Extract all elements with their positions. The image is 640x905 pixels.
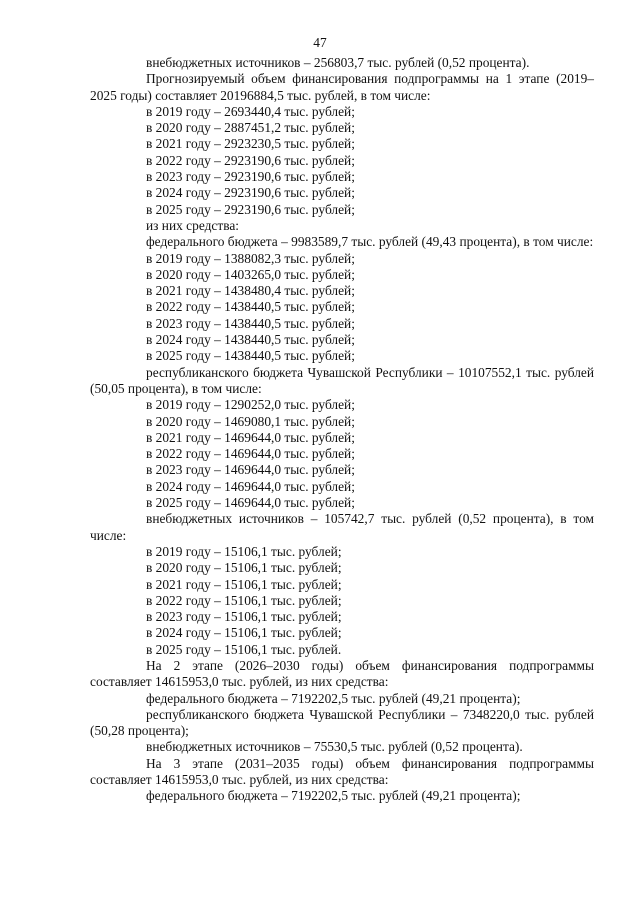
text-line: в 2020 году – 1469080,1 тыс. рублей; [146,413,355,429]
text-line: в 2021 году – 15106,1 тыс. рублей; [146,576,342,592]
text-line: в 2019 году – 1290252,0 тыс. рублей; [146,397,355,413]
text-paragraph: внебюджетных источников – 105742,7 тыс. рублей (0,52 процента), в том числе: [90,511,594,543]
text-paragraph: республиканского бюджета Чувашской Республики – 7348220,0 тыс. рублей (50,28 процента); [90,706,594,739]
text-line: в 2021 году – 1469644,0 тыс. рублей; [146,429,355,445]
text-line: в 2023 году – 2923190,6 тыс. рублей; [146,169,355,185]
text-paragraph: На 3 этапе (2031–2035 годы) объем финансирования подпрограммы составляет 14615953,0 тыс. рублей, из них средства: [90,755,594,788]
text-line: в 2019 году – 15106,1 тыс. рублей; [146,543,342,559]
text-line: в 2020 году – 15106,1 тыс. рублей; [146,560,342,576]
text-line: в 2024 году – 2923190,6 тыс. рублей; [146,185,355,201]
text-line: в 2025 году – 1438440,5 тыс. рублей; [146,348,355,364]
text-paragraph: Прогнозируемый объем финансирования подпрограммы на 1 этапе (2019–2025 годы) составляет 20196884,5 тыс. рублей, в том числе: [90,71,594,103]
text-line: внебюджетных источников – 75530,5 тыс. рублей (0,52 процента). [146,739,523,755]
text-paragraph: республиканского бюджета Чувашской Республики – 10107552,1 тыс. рублей (50,05 процента), в том числе: [90,364,594,396]
text-line: в 2021 году – 2923230,5 тыс. рублей; [146,136,355,152]
text-line: в 2022 году – 15106,1 тыс. рублей; [146,592,342,608]
text-line: в 2023 году – 15106,1 тыс. рублей; [146,609,342,625]
text-paragraph: федерального бюджета – 9983589,7 тыс. рублей (49,43 процента), в том числе: [146,234,594,250]
text-line: в 2020 году – 2887451,2 тыс. рублей; [146,120,355,136]
text-line: из них средства: [146,217,240,233]
text-line: в 2024 году – 1438440,5 тыс. рублей; [146,332,355,348]
text-line: в 2023 году – 1469644,0 тыс. рублей; [146,462,355,478]
document-body [90,55,594,805]
text-line: в 2025 году – 1469644,0 тыс. рублей; [146,495,355,511]
text-line: федерального бюджета – 7192202,5 тыс. рублей (49,21 процента); [146,690,521,706]
text-line: в 2019 году – 2693440,4 тыс. рублей; [146,103,355,119]
text-line: внебюджетных источников – 256803,7 тыс. рублей (0,52 процента). [146,55,530,70]
text-line: в 2022 году – 1469644,0 тыс. рублей; [146,446,355,462]
text-line: в 2024 году – 1469644,0 тыс. рублей; [146,478,355,494]
text-line: в 2022 году – 2923190,6 тыс. рублей; [146,152,355,168]
text-line: в 2019 году – 1388082,3 тыс. рублей; [146,250,355,266]
text-line: в 2025 году – 2923190,6 тыс. рублей; [146,201,355,217]
text-paragraph: На 2 этапе (2026–2030 годы) объем финансирования подпрограммы составляет 14615953,0 тыс. рублей, из них средства: [90,657,594,690]
text-line: в 2022 году – 1438440,5 тыс. рублей; [146,299,355,315]
text-line: в 2023 году – 1438440,5 тыс. рублей; [146,315,355,331]
text-line: в 2024 году – 15106,1 тыс. рублей; [146,625,342,641]
text-line: в 2025 году – 15106,1 тыс. рублей. [146,641,342,657]
text-line: в 2021 году – 1438480,4 тыс. рублей; [146,283,355,299]
text-line: в 2020 году – 1403265,0 тыс. рублей; [146,266,355,282]
page-number: 47 [313,35,327,50]
text-line: федерального бюджета – 7192202,5 тыс. рублей (49,21 процента); [146,788,521,804]
